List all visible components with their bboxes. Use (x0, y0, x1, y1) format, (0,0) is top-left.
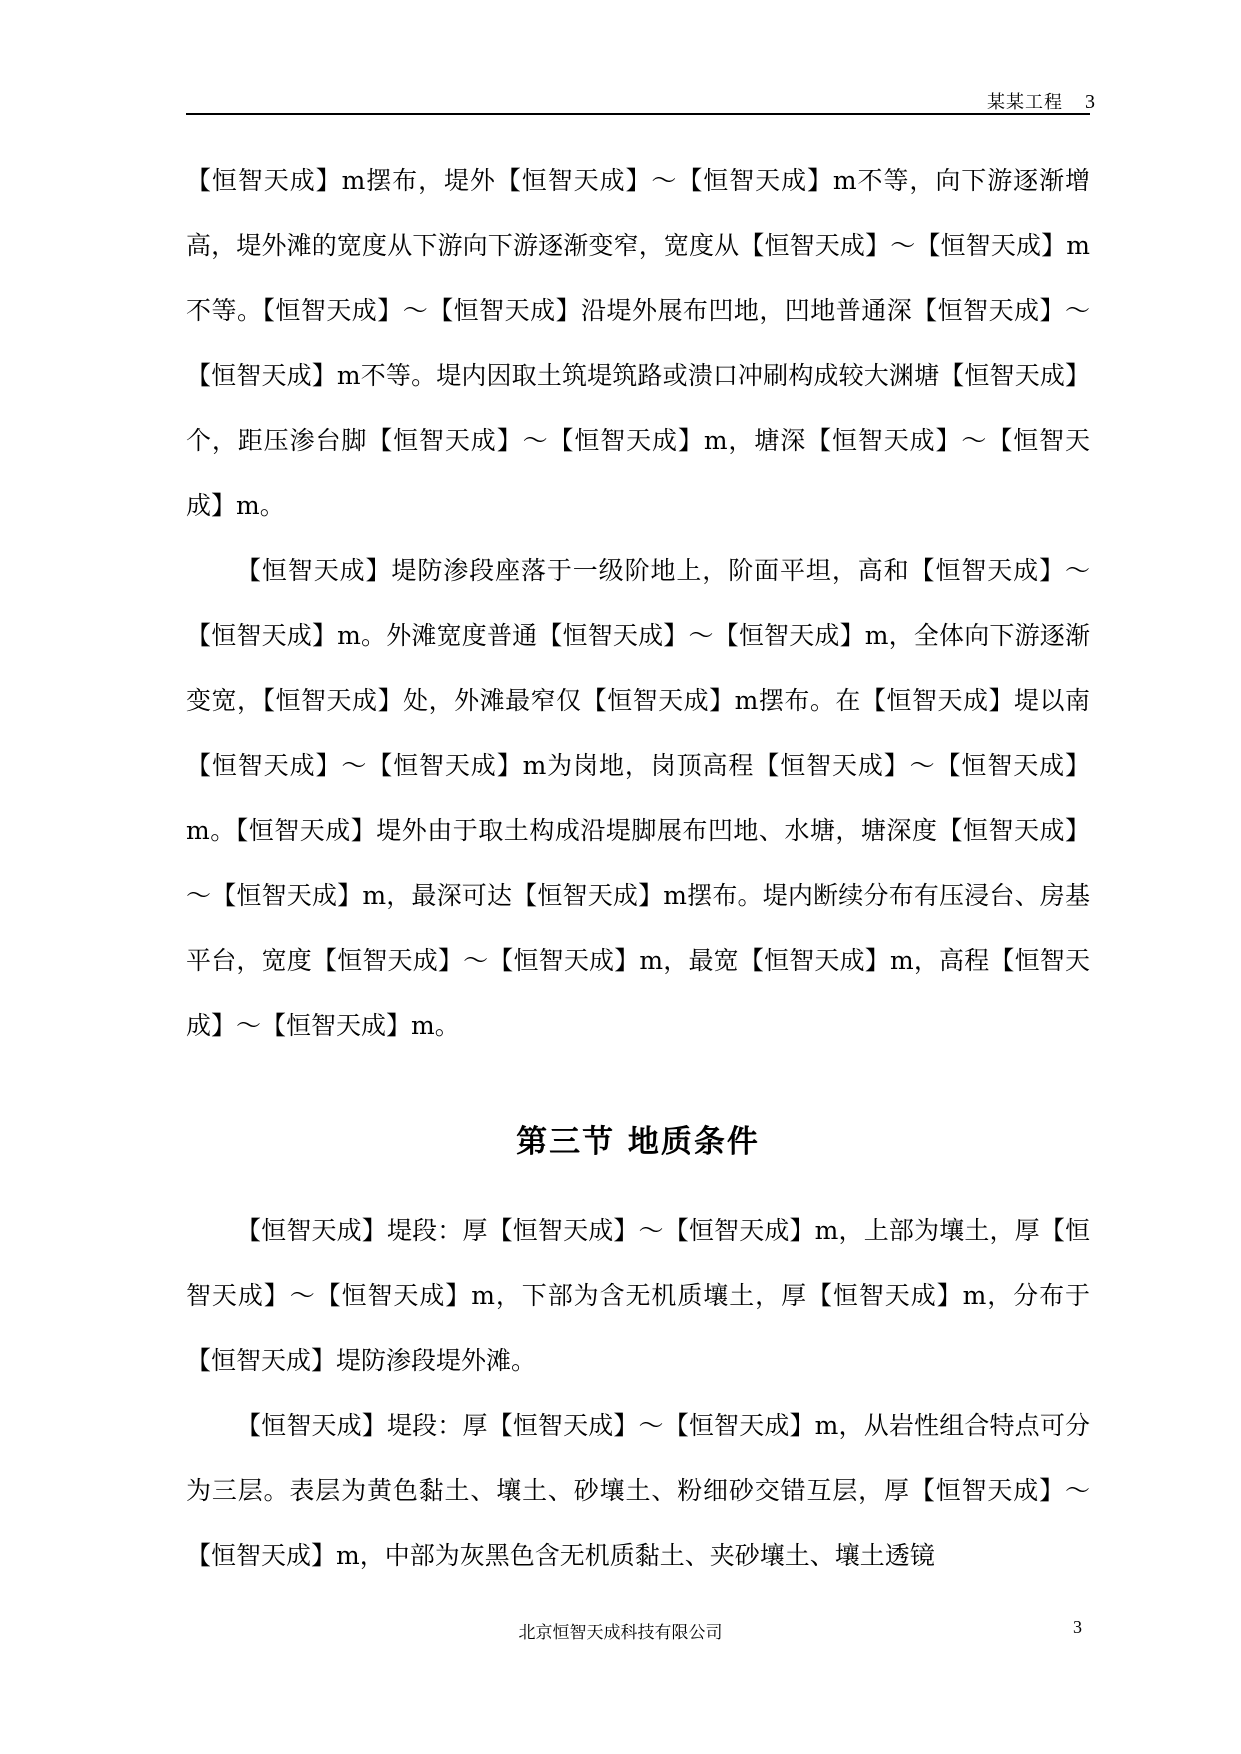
document-body (186, 148, 1090, 1588)
body-paragraph: 【恒智天成】堤段：厚【恒智天成】～【恒智天成】m，从岩性组合特点可分为三层。表层为黄色黏土、壤土、砂壤土、粉细砂交错互层，厚【恒智天成】～【恒智天成】m，中部为灰黑色含无机质黏土、夹砂壤土、壤土透镜 (186, 1411, 1090, 1570)
body-paragraph: 【恒智天成】m摆布，堤外【恒智天成】～【恒智天成】m不等，向下游逐渐增高，堤外滩的宽度从下游向下游逐渐变窄，宽度从【恒智天成】～【恒智天成】m不等。【恒智天成】～【恒智天成】沿堤外展布凹地，凹地普通深【恒智天成】～【恒智天成】m不等。堤内因取土筑堤筑路或溃口冲刷构成较大渊塘【恒智天成】个，距压渗台脚【恒智天成】～【恒智天成】m，塘深【恒智天成】～【恒智天成】m。 (186, 166, 1090, 520)
running-header (987, 88, 1096, 114)
header-page-number: 3 (1085, 91, 1096, 113)
section-heading: 第三节 地质条件 (516, 1124, 760, 1160)
footer-company: 北京恒智天成科技有限公司 (518, 1623, 723, 1643)
header-divider (186, 113, 1090, 115)
footer-page-number: 3 (1073, 1617, 1082, 1637)
body-paragraph: 【恒智天成】堤防渗段座落于一级阶地上，阶面平坦，高和【恒智天成】～【恒智天成】m。外滩宽度普通【恒智天成】～【恒智天成】m，全体向下游逐渐变宽，【恒智天成】处，外滩最窄仅【恒智天成】m摆布。在【恒智天成】堤以南【恒智天成】～【恒智天成】m为岗地，岗顶高程【恒智天成】～【恒智天成】m。【恒智天成】堤外由于取土构成沿堤脚展布凹地、水塘，塘深度【恒智天成】～【恒智天成】m，最深可达【恒智天成】m摆布。堤内断续分布有压浸台、房基平台，宽度【恒智天成】～【恒智天成】m，最宽【恒智天成】m，高程【恒智天成】～【恒智天成】m。 (186, 556, 1090, 1040)
header-title: 某某工程 (987, 92, 1063, 113)
body-paragraph: 【恒智天成】堤段：厚【恒智天成】～【恒智天成】m，上部为壤土，厚【恒智天成】～【恒智天成】m，下部为含无机质壤土，厚【恒智天成】m，分布于【恒智天成】堤防渗段堤外滩。 (186, 1216, 1090, 1375)
